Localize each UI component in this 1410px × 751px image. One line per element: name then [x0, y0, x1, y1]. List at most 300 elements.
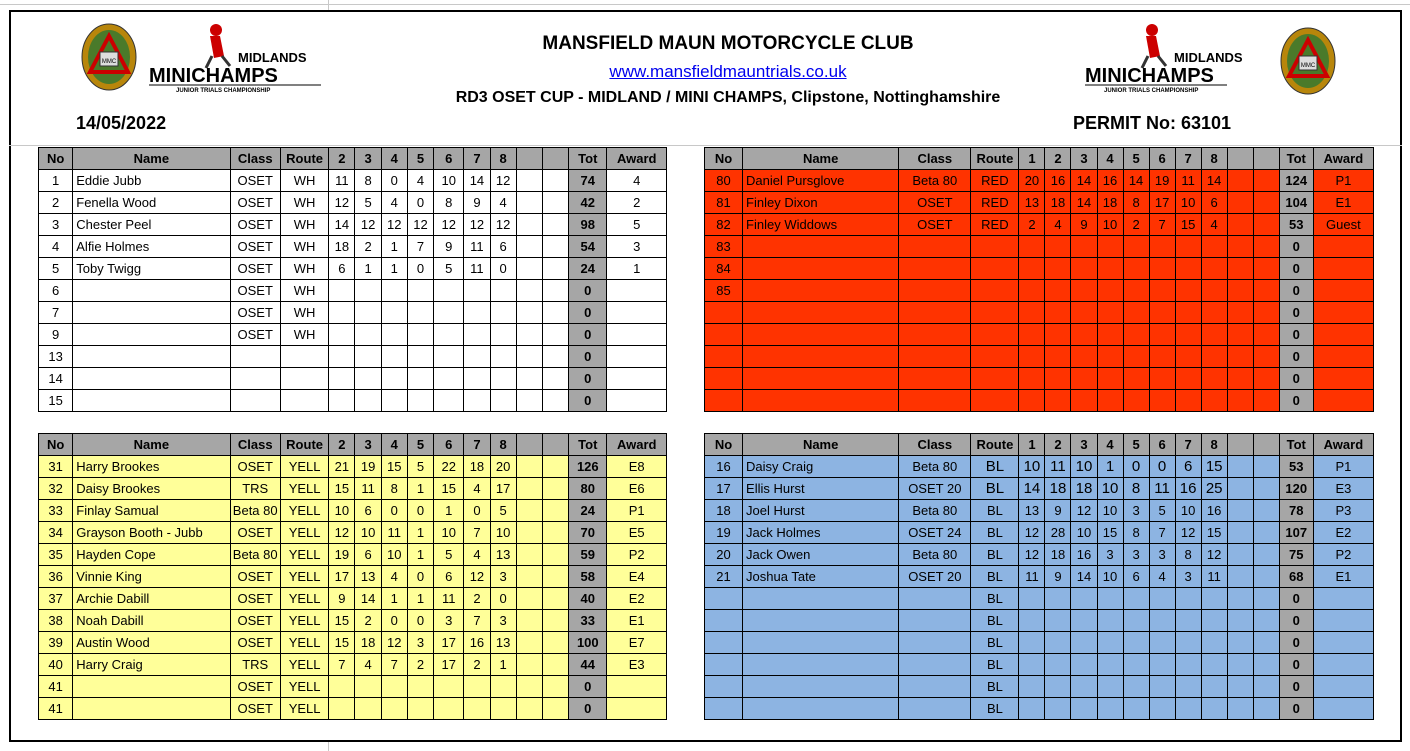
- award: [607, 324, 667, 346]
- award: [1313, 280, 1373, 302]
- section-score: [1045, 676, 1071, 698]
- rider-number: [705, 346, 743, 368]
- rider-class: [899, 632, 971, 654]
- section-score: 8: [381, 478, 407, 500]
- club-seal-logo-right: [1279, 26, 1337, 96]
- column-header: 2: [329, 148, 355, 170]
- award: [607, 390, 667, 412]
- rider-route: WH: [280, 324, 328, 346]
- section-score: [1227, 544, 1253, 566]
- section-score: [1201, 258, 1227, 280]
- award: E2: [1313, 522, 1373, 544]
- section-score: 14: [1201, 170, 1227, 192]
- results-table-red: [704, 147, 1374, 412]
- total-score: 0: [569, 324, 607, 346]
- section-score: 12: [1175, 522, 1201, 544]
- section-score: [516, 280, 542, 302]
- table-row: [39, 478, 667, 500]
- section-score: 2: [355, 610, 381, 632]
- table-row: [705, 280, 1374, 302]
- award: E6: [607, 478, 667, 500]
- svg-text:MMC: MMC: [1300, 63, 1316, 69]
- section-score: 1: [381, 588, 407, 610]
- section-score: 0: [1149, 456, 1175, 478]
- section-score: [355, 368, 381, 390]
- section-score: [516, 478, 542, 500]
- section-score: [1175, 610, 1201, 632]
- total-score: 53: [1279, 456, 1313, 478]
- section-score: 2: [1123, 214, 1149, 236]
- table-row: [39, 632, 667, 654]
- section-score: 0: [490, 258, 516, 280]
- table-row: [705, 698, 1374, 720]
- results-table-blue: [704, 433, 1374, 720]
- section-score: [355, 698, 381, 720]
- rider-route: BL: [971, 610, 1019, 632]
- section-score: [1149, 654, 1175, 676]
- table-row: [705, 588, 1374, 610]
- column-header: 6: [1149, 148, 1175, 170]
- section-score: 11: [1045, 456, 1071, 478]
- section-score: 7: [464, 522, 490, 544]
- award: 2: [607, 192, 667, 214]
- section-score: [1019, 698, 1045, 720]
- section-score: 4: [407, 170, 433, 192]
- table-row: [39, 654, 667, 676]
- column-header: Route: [280, 434, 328, 456]
- section-score: 15: [1175, 214, 1201, 236]
- section-score: 0: [381, 500, 407, 522]
- column-header: Route: [971, 148, 1019, 170]
- section-score: [516, 610, 542, 632]
- rider-route: [971, 236, 1019, 258]
- section-score: [1123, 610, 1149, 632]
- section-score: 1: [381, 236, 407, 258]
- rider-name: Vinnie King: [73, 566, 230, 588]
- section-score: [516, 170, 542, 192]
- section-score: [516, 676, 542, 698]
- table-row: [39, 588, 667, 610]
- rider-number: 9: [39, 324, 73, 346]
- total-score: 0: [1279, 588, 1313, 610]
- section-score: [407, 324, 433, 346]
- rider-name: Joshua Tate: [743, 566, 899, 588]
- section-score: [1097, 588, 1123, 610]
- column-header: [1253, 434, 1279, 456]
- rider-name: [743, 280, 899, 302]
- rider-name: Eddie Jubb: [73, 170, 230, 192]
- section-score: [1149, 588, 1175, 610]
- column-header: Tot: [1279, 148, 1313, 170]
- section-score: 14: [355, 588, 381, 610]
- award: P3: [1313, 500, 1373, 522]
- rider-route: [280, 346, 328, 368]
- section-score: [1097, 654, 1123, 676]
- section-score: [329, 324, 355, 346]
- section-score: [516, 258, 542, 280]
- rider-class: OSET: [230, 566, 280, 588]
- total-score: 24: [569, 258, 607, 280]
- header-divider: [9, 145, 1402, 146]
- section-score: 11: [1201, 566, 1227, 588]
- column-header: 3: [1071, 434, 1097, 456]
- rider-name: Toby Twigg: [73, 258, 230, 280]
- svg-text:MIDLANDS: MIDLANDS: [238, 50, 307, 65]
- section-score: [1175, 390, 1201, 412]
- section-score: 18: [1045, 478, 1071, 500]
- section-score: 10: [1071, 522, 1097, 544]
- column-header: [542, 434, 568, 456]
- section-score: [434, 280, 464, 302]
- table-row: [39, 522, 667, 544]
- rider-name: Alfie Holmes: [73, 236, 230, 258]
- section-score: [329, 280, 355, 302]
- section-score: [1071, 610, 1097, 632]
- section-score: [1097, 258, 1123, 280]
- rider-class: OSET: [230, 676, 280, 698]
- section-score: [381, 324, 407, 346]
- section-score: 7: [329, 654, 355, 676]
- section-score: [516, 588, 542, 610]
- section-score: 4: [381, 566, 407, 588]
- rider-number: 33: [39, 500, 73, 522]
- rider-number: 7: [39, 302, 73, 324]
- section-score: 10: [434, 170, 464, 192]
- section-score: [542, 522, 568, 544]
- section-score: 1: [1097, 456, 1123, 478]
- section-score: 19: [1149, 170, 1175, 192]
- section-score: 1: [407, 588, 433, 610]
- section-score: [1227, 610, 1253, 632]
- section-score: [1097, 698, 1123, 720]
- rider-name: Jack Holmes: [743, 522, 899, 544]
- award: E8: [607, 456, 667, 478]
- rider-number: 83: [705, 236, 743, 258]
- rider-class: OSET: [230, 280, 280, 302]
- section-score: 15: [329, 478, 355, 500]
- section-score: [490, 368, 516, 390]
- section-score: [355, 302, 381, 324]
- table-header-row: [39, 148, 667, 170]
- rider-number: 3: [39, 214, 73, 236]
- rider-name: [73, 698, 230, 720]
- section-score: [516, 632, 542, 654]
- section-score: 10: [1097, 500, 1123, 522]
- column-header: Award: [1313, 148, 1373, 170]
- section-score: [1201, 654, 1227, 676]
- table-row: [39, 214, 667, 236]
- section-score: [1253, 280, 1279, 302]
- rider-class: [899, 676, 971, 698]
- section-score: 10: [355, 522, 381, 544]
- rider-number: 36: [39, 566, 73, 588]
- rider-number: 84: [705, 258, 743, 280]
- rider-route: YELL: [280, 610, 328, 632]
- section-score: [516, 522, 542, 544]
- total-score: 120: [1279, 478, 1313, 500]
- section-score: [1071, 302, 1097, 324]
- column-header: Tot: [569, 148, 607, 170]
- section-score: [1019, 236, 1045, 258]
- section-score: [1019, 324, 1045, 346]
- section-score: 16: [1097, 170, 1123, 192]
- rider-route: RED: [971, 192, 1019, 214]
- section-score: [1227, 214, 1253, 236]
- rider-number: [705, 676, 743, 698]
- rider-class: OSET: [230, 192, 280, 214]
- section-score: [1253, 302, 1279, 324]
- rider-number: [705, 588, 743, 610]
- table-row: [705, 236, 1374, 258]
- rider-name: Fenella Wood: [73, 192, 230, 214]
- rider-name: [743, 588, 899, 610]
- table-row: [39, 676, 667, 698]
- section-score: [464, 324, 490, 346]
- rider-name: [743, 236, 899, 258]
- section-score: 6: [1201, 192, 1227, 214]
- club-title: MANSFIELD MAUN MOTORCYCLE CLUB: [542, 33, 914, 54]
- section-score: 12: [464, 214, 490, 236]
- section-score: 8: [1123, 522, 1149, 544]
- permit-number: PERMIT No: 63101: [1073, 113, 1232, 133]
- rider-route: [971, 368, 1019, 390]
- award: [607, 676, 667, 698]
- section-score: 12: [1019, 544, 1045, 566]
- section-score: 0: [407, 566, 433, 588]
- column-header: Award: [1313, 434, 1373, 456]
- website-link[interactable]: www.mansfieldmauntrials.co.uk: [609, 62, 847, 81]
- section-score: 5: [355, 192, 381, 214]
- section-score: [329, 698, 355, 720]
- section-score: [1149, 346, 1175, 368]
- svg-text:MIDLANDS: MIDLANDS: [1174, 50, 1243, 65]
- column-header: [1253, 148, 1279, 170]
- section-score: [381, 346, 407, 368]
- section-score: [1175, 302, 1201, 324]
- award: [1313, 236, 1373, 258]
- rider-class: [230, 390, 280, 412]
- section-score: [490, 346, 516, 368]
- section-score: [1227, 588, 1253, 610]
- rider-route: YELL: [280, 566, 328, 588]
- section-score: 4: [355, 654, 381, 676]
- rider-name: Archie Dabill: [73, 588, 230, 610]
- section-score: [1253, 698, 1279, 720]
- section-score: [516, 368, 542, 390]
- section-score: 12: [1019, 522, 1045, 544]
- section-score: [1019, 280, 1045, 302]
- rider-route: [280, 390, 328, 412]
- rider-number: [705, 698, 743, 720]
- rider-class: [899, 588, 971, 610]
- section-score: [1253, 544, 1279, 566]
- section-score: 22: [434, 456, 464, 478]
- rider-route: YELL: [280, 632, 328, 654]
- column-header: 2: [1045, 148, 1071, 170]
- table-row: [705, 654, 1374, 676]
- section-score: 10: [1175, 192, 1201, 214]
- column-header: 4: [1097, 148, 1123, 170]
- section-score: 18: [1045, 544, 1071, 566]
- award: [1313, 258, 1373, 280]
- rider-number: 82: [705, 214, 743, 236]
- section-score: 8: [434, 192, 464, 214]
- club-seal-logo-left: [80, 22, 138, 92]
- section-score: 17: [434, 632, 464, 654]
- section-score: [381, 280, 407, 302]
- section-score: [1097, 346, 1123, 368]
- rider-number: [705, 632, 743, 654]
- svg-text:JUNIOR TRIALS CHAMPIONSHIP: JUNIOR TRIALS CHAMPIONSHIP: [176, 88, 271, 94]
- section-score: 3: [490, 566, 516, 588]
- section-score: 19: [329, 544, 355, 566]
- rider-class: [899, 280, 971, 302]
- total-score: 98: [569, 214, 607, 236]
- total-score: 42: [569, 192, 607, 214]
- section-score: [1045, 236, 1071, 258]
- table-row: [39, 302, 667, 324]
- rider-class: OSET: [899, 214, 971, 236]
- section-score: 11: [464, 236, 490, 258]
- rider-route: BL: [971, 522, 1019, 544]
- section-score: [1123, 236, 1149, 258]
- section-score: [1123, 280, 1149, 302]
- rider-number: 18: [705, 500, 743, 522]
- section-score: [1175, 368, 1201, 390]
- section-score: 4: [464, 544, 490, 566]
- rider-name: Austin Wood: [73, 632, 230, 654]
- rider-class: OSET: [230, 522, 280, 544]
- column-header: [1227, 148, 1253, 170]
- table-row: [705, 566, 1374, 588]
- section-score: [329, 302, 355, 324]
- section-score: 3: [434, 610, 464, 632]
- rider-route: BL: [971, 500, 1019, 522]
- rider-name: [73, 302, 230, 324]
- total-score: 0: [1279, 302, 1313, 324]
- rider-number: 6: [39, 280, 73, 302]
- section-score: [1253, 676, 1279, 698]
- section-score: 17: [434, 654, 464, 676]
- section-score: [516, 500, 542, 522]
- section-score: 15: [381, 456, 407, 478]
- section-score: [434, 324, 464, 346]
- total-score: 0: [569, 280, 607, 302]
- section-score: [1175, 654, 1201, 676]
- section-score: [516, 390, 542, 412]
- section-score: [516, 302, 542, 324]
- rider-name: Finley Dixon: [743, 192, 899, 214]
- section-score: [490, 676, 516, 698]
- section-score: 17: [1149, 192, 1175, 214]
- total-score: 0: [569, 390, 607, 412]
- section-score: 11: [1175, 170, 1201, 192]
- award: E1: [1313, 192, 1373, 214]
- section-score: [542, 170, 568, 192]
- table-row: [39, 368, 667, 390]
- award: [607, 302, 667, 324]
- section-score: 15: [329, 632, 355, 654]
- rider-route: YELL: [280, 500, 328, 522]
- section-score: [1201, 236, 1227, 258]
- section-score: [516, 192, 542, 214]
- total-score: 0: [1279, 610, 1313, 632]
- section-score: [542, 478, 568, 500]
- section-score: 0: [490, 588, 516, 610]
- section-score: [516, 214, 542, 236]
- section-score: 1: [407, 478, 433, 500]
- award: [1313, 368, 1373, 390]
- column-header: Tot: [569, 434, 607, 456]
- section-score: [1201, 390, 1227, 412]
- section-score: [490, 698, 516, 720]
- section-score: 2: [464, 654, 490, 676]
- rider-class: TRS: [230, 654, 280, 676]
- section-score: 10: [1019, 456, 1045, 478]
- section-score: [407, 368, 433, 390]
- rider-route: YELL: [280, 698, 328, 720]
- rider-name: [743, 632, 899, 654]
- award: E2: [607, 588, 667, 610]
- section-score: [1253, 610, 1279, 632]
- award: [1313, 302, 1373, 324]
- rider-class: TRS: [230, 478, 280, 500]
- rider-route: WH: [280, 280, 328, 302]
- total-score: 74: [569, 170, 607, 192]
- section-score: [1071, 280, 1097, 302]
- rider-class: OSET: [230, 258, 280, 280]
- section-score: 20: [1019, 170, 1045, 192]
- section-score: 6: [355, 500, 381, 522]
- section-score: [1097, 280, 1123, 302]
- minichamps-logo-left: [146, 22, 326, 94]
- rider-number: 41: [39, 676, 73, 698]
- section-score: 6: [490, 236, 516, 258]
- section-score: [407, 698, 433, 720]
- section-score: [329, 390, 355, 412]
- section-score: [516, 456, 542, 478]
- section-score: [516, 324, 542, 346]
- section-score: [464, 698, 490, 720]
- section-score: [542, 324, 568, 346]
- total-score: 124: [1279, 170, 1313, 192]
- section-score: [542, 566, 568, 588]
- section-score: 15: [1097, 522, 1123, 544]
- table-row: [39, 544, 667, 566]
- column-header: 4: [381, 434, 407, 456]
- section-score: [1123, 632, 1149, 654]
- table-row: [39, 456, 667, 478]
- section-score: 0: [407, 192, 433, 214]
- rider-class: [899, 698, 971, 720]
- section-score: [1253, 654, 1279, 676]
- section-score: 15: [1201, 456, 1227, 478]
- award: E1: [1313, 566, 1373, 588]
- section-score: [516, 236, 542, 258]
- section-score: [1227, 478, 1253, 500]
- table-row: [39, 236, 667, 258]
- section-score: [1253, 170, 1279, 192]
- rider-number: [705, 610, 743, 632]
- award: [607, 280, 667, 302]
- section-score: [1227, 456, 1253, 478]
- award: 4: [607, 170, 667, 192]
- section-score: 11: [329, 170, 355, 192]
- award: E7: [607, 632, 667, 654]
- section-score: [1019, 346, 1045, 368]
- rider-number: [705, 324, 743, 346]
- section-score: [1175, 588, 1201, 610]
